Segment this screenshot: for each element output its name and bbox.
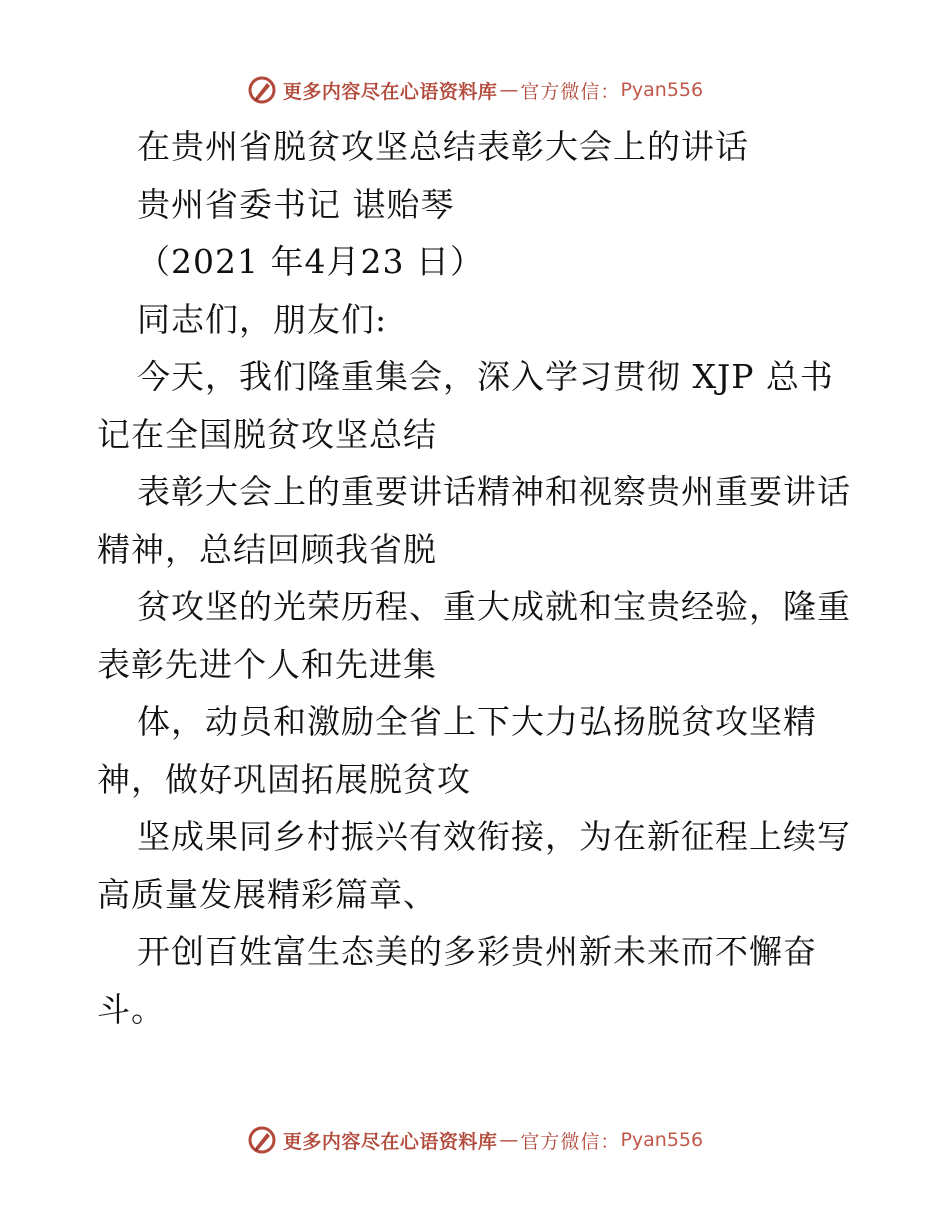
- paragraph-line: 体，动员和激励全省上下大力弘扬脱贫攻坚精: [137, 702, 817, 741]
- paragraph-line: 开创百姓富生态美的多彩贵州新未来而不懈奋: [137, 932, 817, 971]
- watermark-brand: 更多内容尽在心语资料库: [282, 80, 498, 103]
- paragraph-line: 精神，总结回顾我省脱: [97, 529, 437, 569]
- watermark-wechat-id: Pyan556: [620, 79, 704, 101]
- watermark-wechat-id: Pyan556: [620, 1129, 704, 1151]
- pen-circle-logo-icon: [247, 75, 277, 105]
- watermark-label: 官方微信：: [520, 80, 621, 103]
- paragraph-line: 表彰先进个人和先进集: [97, 644, 437, 684]
- watermark-separator: —: [499, 79, 519, 101]
- header-watermark: [0, 70, 950, 110]
- watermark-separator: —: [499, 1129, 519, 1151]
- document-body: [97, 118, 857, 1038]
- speaker-line: 贵州省委书记 谌贻琴: [137, 184, 455, 224]
- speech-date: （2021 年4月23 日）: [137, 242, 484, 281]
- paragraph-line: 神，做好巩固拓展脱贫攻: [97, 759, 471, 799]
- watermark-brand: 更多内容尽在心语资料库: [282, 1130, 498, 1153]
- paragraph-line: 表彰大会上的重要讲话精神和视察贵州重要讲话: [137, 472, 851, 511]
- paragraph-line: 斗。: [97, 989, 165, 1029]
- paragraph-line: 今天，我们隆重集会，深入学习贯彻 XJP 总书: [137, 357, 834, 396]
- speech-title: 在贵州省脱贫攻坚总结表彰大会上的讲话: [137, 127, 749, 166]
- paragraph-line: 贫攻坚的光荣历程、重大成就和宝贵经验，隆重: [137, 587, 851, 626]
- watermark-label: 官方微信：: [520, 1130, 621, 1153]
- pen-circle-logo-icon: [247, 1125, 277, 1155]
- paragraph-line: 高质量发展精彩篇章、: [97, 874, 437, 914]
- paragraph-line: 记在全国脱贫攻坚总结: [97, 414, 437, 454]
- salutation: 同志们，朋友们:: [137, 299, 388, 339]
- footer-watermark: [0, 1120, 950, 1160]
- paragraph-line: 坚成果同乡村振兴有效衔接，为在新征程上续写: [137, 817, 851, 856]
